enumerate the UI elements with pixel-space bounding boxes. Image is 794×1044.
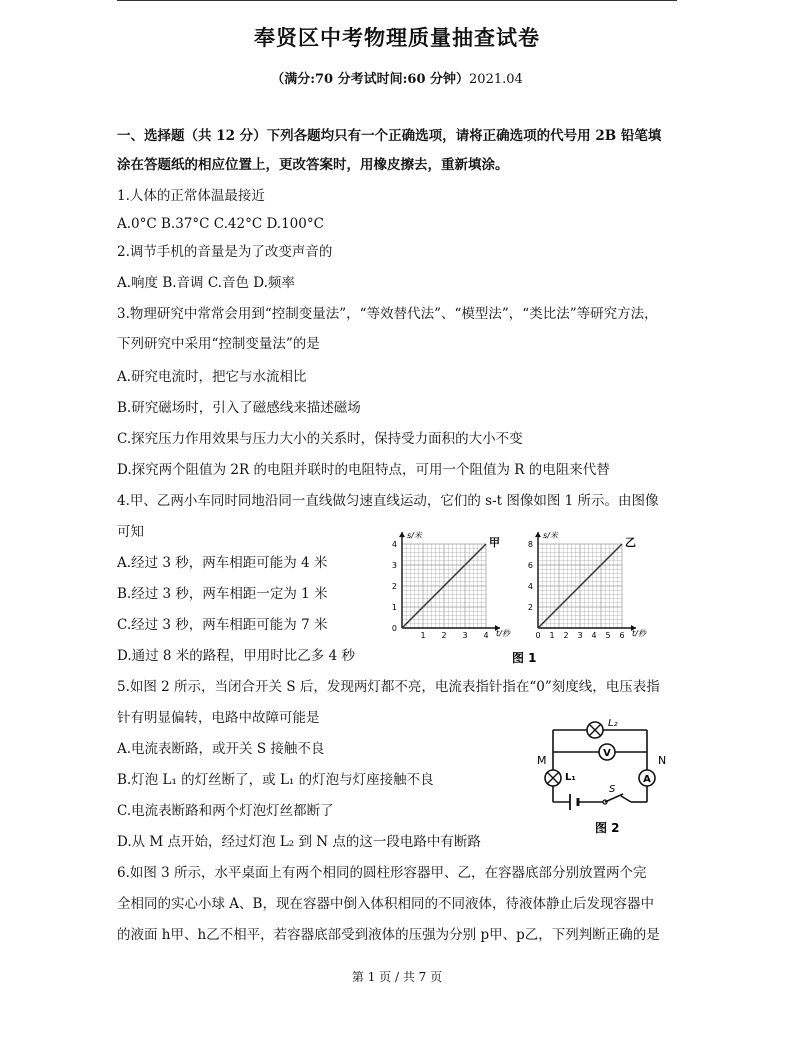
jia-y-tick: 3 [391,561,397,570]
q2-stem: 2.调节手机的音量是为了改变声音的 [117,244,333,260]
q4-option-c: C.经过 3 秒，两车相距可能为 7 米 [117,617,328,633]
label-n: N [658,754,667,767]
top-rule [117,0,677,1]
q5-option-a: A.电流表断路，或开关 S 接触不良 [117,741,325,757]
q4-option-a: A.经过 3 秒，两车相距可能为 4 米 [117,555,328,571]
ammeter-icon [639,770,655,786]
jia-x-tick: 1 [420,631,426,640]
q3-stem-line1: 3.物理研究中常常会用到“控制变量法”，“等效替代法”、“模型法”，“类比法”等研究方法， [117,306,658,322]
section-instructions-line1: 一、选择题（共 12 分）下列各题均只有一个正确选项，请将正确选项的代号用 2B 铅笔填 [117,128,662,144]
jia-name-label: 甲 [489,536,500,549]
voltmeter-label: V [603,748,611,759]
jia-y-label: s/米 [407,531,422,540]
yi-name-label: 乙 [625,536,636,549]
page-footer: 第 1 页 / 共 7 页 [351,970,443,984]
q3-option-d: D.探究两个阻值为 2R 的电阻并联时的电阻特点，可用一个阻值为 R 的电阻来代替 [117,462,610,478]
jia-x-tick: 4 [483,631,489,640]
q4-option-b: B.经过 3 秒，两车相距一定为 1 米 [117,586,328,602]
jia-x-label: t/秒 [496,629,510,638]
q5-option-b: B.灯泡 L₁ 的灯丝断了，或 L₁ 的灯泡与灯座接触不良 [117,772,434,788]
q5-stem-line1: 5.如图 2 所示，当闭合开关 S 后，发现两灯都不亮，电流表指针指在“0”刻度线，电压表指 [117,679,660,695]
yi-x-tick: 0 [535,631,541,640]
yi-y-tick: 8 [527,540,533,549]
q5-option-c: C.电流表断路和两个灯泡灯丝都断了 [117,803,334,819]
figure1-caption: 图 1 [512,651,537,665]
q3-option-a: A.研究电流时，把它与水流相比 [117,369,307,385]
figure1-graphs [388,526,668,668]
yi-x-tick: 5 [605,631,611,640]
lamp-l2-icon [587,722,603,738]
jia-y-tick: 2 [391,582,397,591]
q4-stem-line1: 4.甲、乙两小车同时同地沿同一直线做匀速直线运动，它们的 s-t 图像如图 1 所示。由图像 [117,493,659,509]
yi-y-arrow [535,532,541,537]
exam-info-score-time: （满分:70 分考试时间:60 分钟） [271,72,470,87]
figure2-circuit [535,716,675,838]
jia-y-tick: 1 [391,603,397,612]
label-l1: L₁ [565,772,576,783]
ammeter-label: A [643,774,651,785]
yi-y-label: s/米 [543,531,558,540]
voltmeter-icon [599,744,615,760]
graph-yi [528,531,648,640]
yi-y-tick: 6 [527,561,533,570]
q6-line2: 全相同的实心小球 A、B，现在容器中倒入体积相同的不同液体，待液体静止后发现容器中 [117,896,654,912]
exam-info [0,68,794,87]
q1-stem: 1.人体的正常体温最接近 [117,188,265,204]
yi-y-tick: 2 [527,603,533,612]
q5-stem-line2: 针有明显偏转，电路中故障可能是 [117,710,320,726]
q6-line3: 的液面 h甲、h乙不相平，若容器底部受到液体的压强为分别 p甲、p乙，下列判断正确的是 [117,927,660,943]
q3-option-c: C.探究压力作用效果与压力大小的关系时，保持受力面积的大小不变 [117,431,523,447]
graph-jia [392,531,512,640]
label-m: M [537,754,547,767]
q2-options: A.响度 B.音调 C.音色 D.频率 [117,275,295,291]
jia-y-tick: 0 [391,624,397,633]
q6-line1: 6.如图 3 所示，水平桌面上有两个相同的圆柱形容器甲、乙，在容器底部分别放置两个完 [117,865,647,881]
yi-y-tick: 4 [527,582,533,591]
exam-date: 2021.04 [469,72,523,87]
section-instructions-line2: 涂在答题纸的相应位置上，更改答案时，用橡皮擦去，重新填涂。 [117,157,509,173]
yi-x-tick: 4 [591,631,597,640]
yi-x-tick: 6 [619,631,625,640]
yi-x-tick: 2 [563,631,569,640]
label-l2: L₂ [608,718,618,729]
jia-y-arrow [399,532,405,537]
yi-x-tick: 3 [577,631,583,640]
q5-option-d: D.从 M 点开始，经过灯泡 L₂ 到 N 点的这一段电路中有断路 [117,834,481,850]
figure2-caption: 图 2 [595,821,620,835]
q4-option-d: D.通过 8 米的路程，甲用时比乙多 4 秒 [117,648,355,664]
jia-x-tick: 2 [441,631,447,640]
q1-options: A.0°C B.37°C C.42°C D.100°C [117,216,324,232]
yi-x-label: t/秒 [632,629,646,638]
q3-stem-line2: 下列研究中采用“控制变量法”的是 [117,336,320,352]
yi-x-tick: 1 [549,631,555,640]
label-s: S [609,784,616,795]
lamp-l1-icon [545,770,561,786]
q3-option-b: B.研究磁场时，引入了磁感线来描述磁场 [117,400,361,416]
page-title: 奉贤区中考物理质量抽查试卷 [254,25,540,50]
jia-y-tick: 4 [391,540,397,549]
jia-x-tick: 3 [462,631,468,640]
q4-stem-line2: 可知 [117,524,144,540]
